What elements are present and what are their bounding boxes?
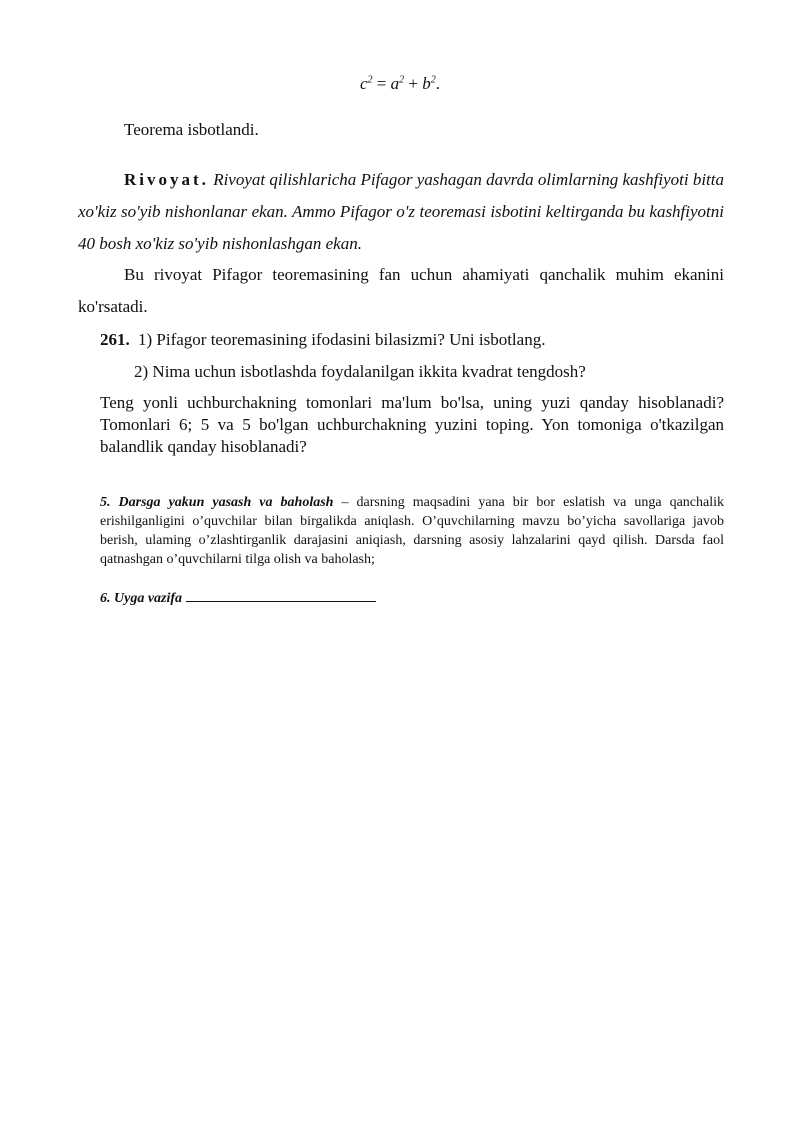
formula-c: c [360, 74, 368, 93]
formula-c-exponent: 2 [367, 74, 373, 86]
section-5-summary [100, 493, 724, 569]
exercise-261 [100, 327, 724, 353]
formula-equals: = [372, 74, 391, 93]
pythagorean-formula [0, 74, 800, 94]
formula-a: a [390, 74, 400, 93]
exercise-question-2: 2) Nima uchun isbotlashda foydalanilgan ikkita kvadrat tengdosh? [134, 362, 586, 381]
formula-a-exponent: 2 [399, 74, 405, 86]
legend-heading: Rivoyat. [124, 170, 209, 189]
legend-paragraph [78, 164, 724, 260]
triangle-task-paragraph: Teng yonli uchburchakning tomonlari ma'lum bo'lsa, uning yuzi qanday hisoblanadi? Tomonlari 6; 5 va 5 bo'lgan uchburchakning yuzini toping. Yon tomoniga o'tkazilgan balandlik qanday hisoblanadi? [100, 393, 724, 456]
section-6-homework [100, 589, 376, 607]
section-5-text: – darsning maqsadini yana bir bor eslatish va unga qanchalik erishilganligini o’quvchilar bilan birgalikda aniqlash. O’quvchilarning mavzu bo’yicha savollariga javob berish, ulaming o’zlashtirganlik darajasini aniqiash, darsning asosiy lahzalarini qayd qilish. Darsda faol qatnashgan o’quvchilarni tilga olish va baholash; [100, 495, 724, 567]
section-6-title: 6. Uyga vazifa [100, 591, 183, 606]
exercise-question-1: 1) Pifagor teoremasining ifodasini bilasizmi? Uni isbotlang. [138, 330, 546, 349]
section-5-title: 5. Darsga yakun yasash va baholash [100, 495, 334, 510]
formula-b: b [422, 74, 431, 93]
homework-blank-line [186, 589, 376, 602]
exercise-number: 261. [100, 330, 130, 349]
significance-paragraph: Bu rivoyat Pifagor teoremasining fan uchun ahamiyati qanchalik muhim ekanini ko'rsatadi. [78, 265, 724, 316]
theorem-proved-text: Teorema isbotlandi. [124, 120, 259, 139]
formula-plus: + [404, 74, 423, 93]
formula-b-exponent: 2 [430, 74, 436, 86]
formula-period: . [435, 74, 440, 93]
legend-text: Rivoyat qilishlaricha Pifagor yashagan davrda olimlarning kashfiyoti bitta xo'kiz so'yib nishonlanar ekan. Ammo Pifagor o'z teoremasi isbotini keltirganda bu kashfiyotni 40 bosh xo'kiz so'yib nishonlashgan ekan. [78, 170, 724, 253]
